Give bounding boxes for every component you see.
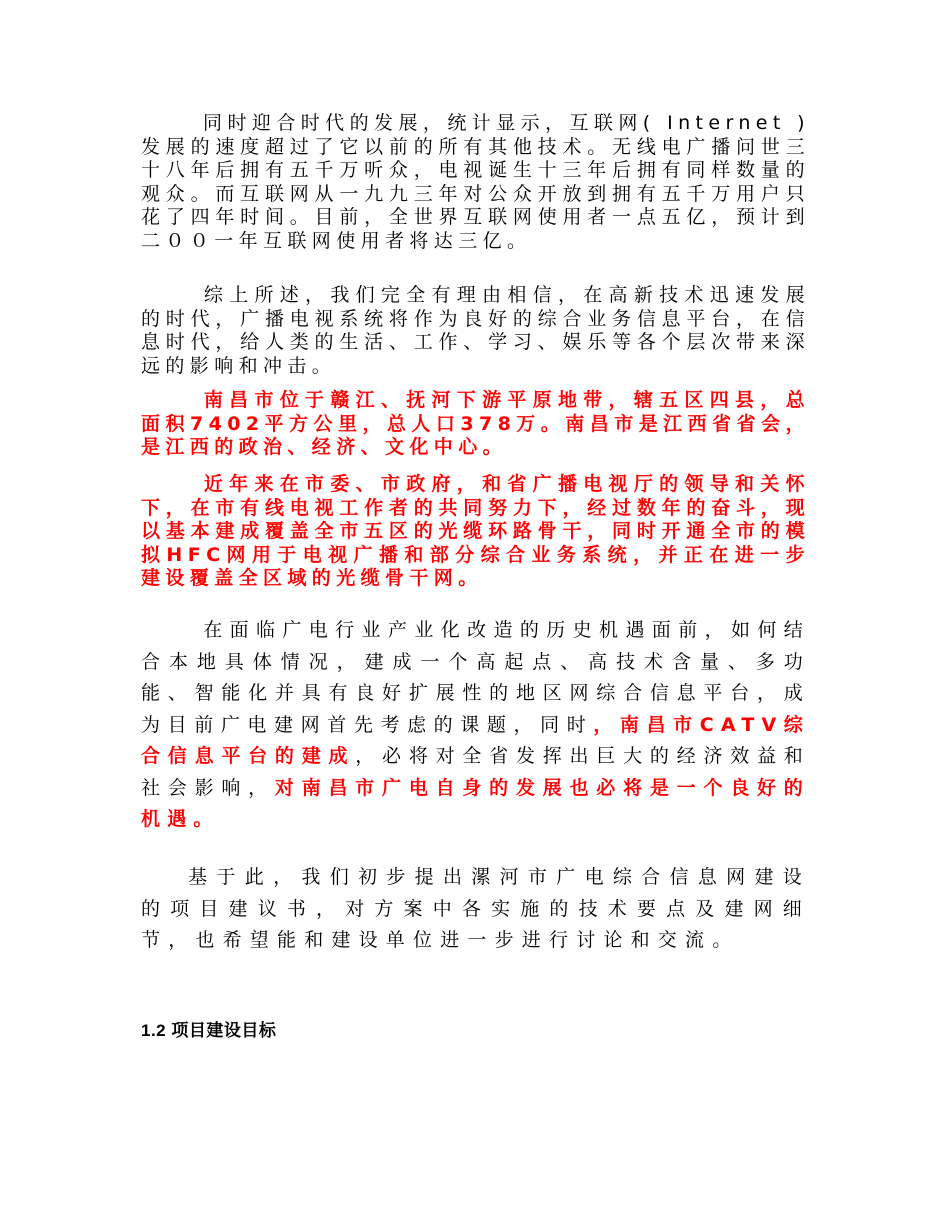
paragraph-text: 基于此，我们初步提出漯河市广电综合信息网建设的项目建议书，对方案中各实施的技术要点及建网细节，也希望能和建设单位进一步进行讨论和交流。 [141, 866, 810, 951]
paragraph-nanchang-overview [141, 389, 810, 460]
paragraph-proposal [141, 862, 810, 957]
paragraph-text: 综上所述，我们完全有理由相信，在高新技术迅速发展的时代，广播电视系统将作为良好的综合业务信息平台，在信息时代，给人类的生活、工作、学习、娱乐等各个层次带来深远的影响和冲击。 [141, 284, 810, 377]
paragraph-network-progress [141, 473, 810, 591]
paragraph-text-normal: ，必将对全省发挥出巨大的经济效益和社会影响， [141, 745, 810, 799]
highlighted-text: ，南昌市CATV综合信息平台的建成 [141, 713, 811, 767]
paragraph-text-normal: 在面临广电行业产业化改造的历史机遇面前，如何结合本地具体情况，建成一个高起点、高技术含量、多功能、智能化并具有良好扩展性的地区网综合信息平台，成为目前广电建网首先考虑的课题，同时 [141, 619, 810, 736]
paragraph-summary [141, 284, 810, 378]
section-heading: 1.2 项目建设目标 [141, 1021, 277, 1040]
paragraph-opportunity [141, 615, 810, 836]
paragraph-internet-growth [141, 112, 810, 253]
paragraph-text: 近年来在市委、市政府，和省广播电视厅的领导和关怀下，在市有线电视工作者的共同努力下，经过数年的奋斗，现以基本建成覆盖全市五区的光缆环路骨干，同时开通全市的模拟HFC网用于电视广播和部分综合业务系统，并正在进一步建设覆盖全区域的光缆骨干网。 [141, 473, 810, 589]
highlighted-text: 对南昌市广电自身的发展也必将是一个良好的机遇。 [141, 776, 810, 830]
paragraph-text: 南昌市位于赣江、抚河下游平原地带，辖五区四县，总面积7402平方公里，总人口378万。南昌市是江西省省会，是江西的政治、经济、文化中心。 [141, 389, 810, 458]
paragraph-text: 同时迎合时代的发展，统计显示，互联网( Internet ) 发展的速度超过了它以前的所有其他技术。无线电广播问世三十八年后拥有五千万听众，电视诞生十三年后拥有同样数量的观众。而互联网从一九九三年对公众开放到拥有五千万用户只花了四年时间。目前，全世界互联网使用者一点五亿，预计到二００一年互联网使用者将达三亿。 [141, 112, 810, 252]
